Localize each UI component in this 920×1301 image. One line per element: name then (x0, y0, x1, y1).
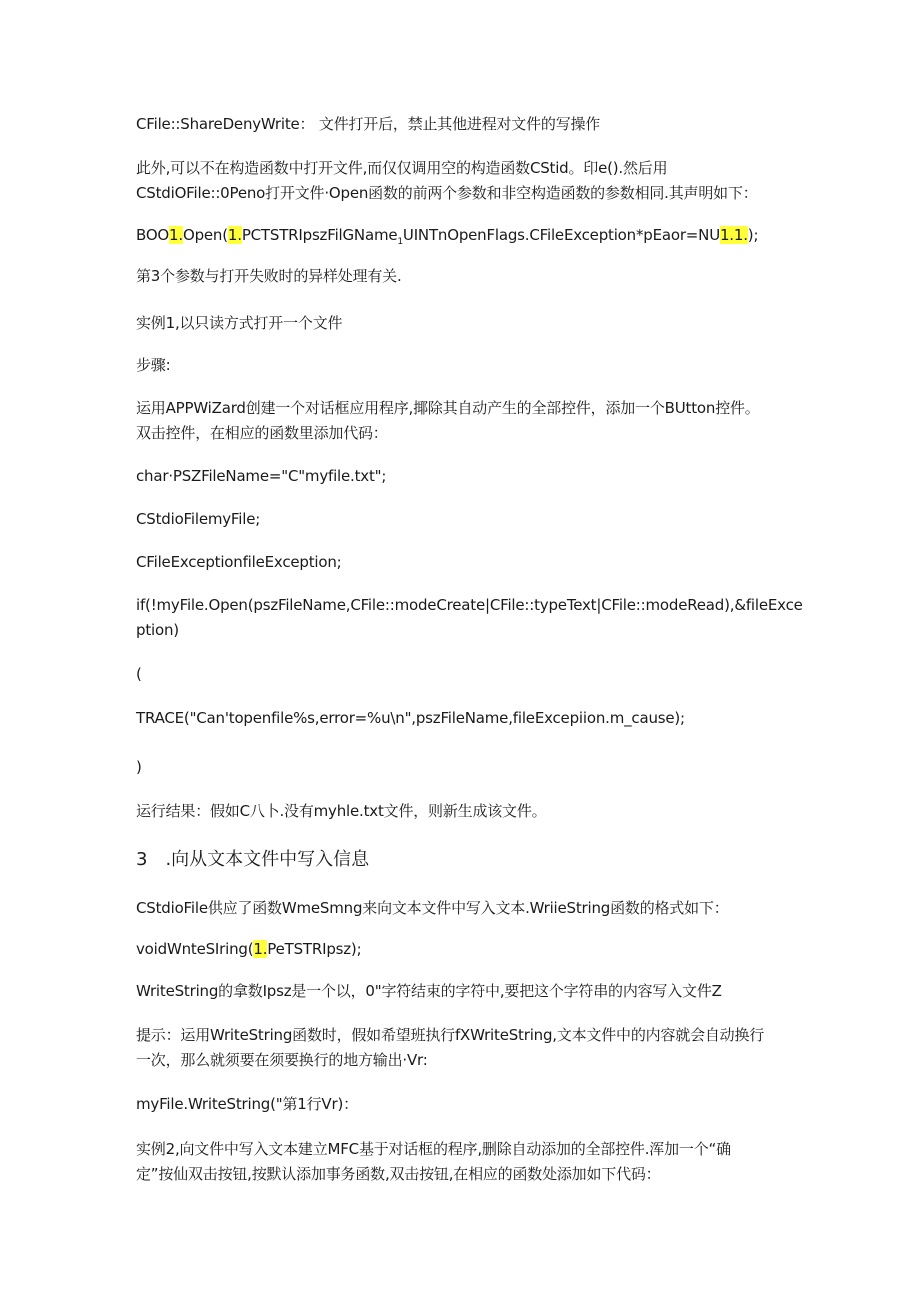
paragraph-example-2-line-2: 定”按仙双击按钮,按默认添加事务函数,双击按钮,在相应的函数处添加如下代码： (136, 1165, 661, 1183)
code-segment: ); (747, 226, 759, 244)
paragraph-appwizard-line-1: 运用APPWiZard创建一个对话框应用程序,揶除其自动产生的全部控件，添加一个BUtton控件。 (136, 399, 760, 417)
code-brace-close: ) (136, 758, 142, 776)
paragraph-result: 运行结果：假如C八卜.没有myhle.txt文件，则新生成该文件。 (136, 802, 547, 820)
paragraph-writestring-intro: CStdioFile供应了函数WmeSmng来向文本文件中写入文本.WriieString函数的格式如下： (136, 899, 729, 917)
highlight-mark: 1. (253, 940, 268, 958)
code-writestring-signature (136, 937, 786, 961)
code-segment: voidWnteSIring( (136, 940, 254, 958)
code-segment: Open( (182, 226, 228, 244)
code-segment: UINTnOpenFlags.CFileException*pEaor=NU (402, 226, 720, 244)
code-segment: PeTSTRIpsz); (267, 940, 362, 958)
highlight-mark: 1.1. (719, 226, 748, 244)
code-file-exception: CFileExceptionfileException; (136, 553, 342, 571)
code-segment: BOO (136, 226, 170, 244)
code-if-open-line-1: if(!myFile.Open(pszFileName,CFile::modeCreate|CFile::typeText|CFile::modeRead),&fileExce (136, 596, 803, 614)
code-writestring-example: myFile.WriteString("第1行Vr)： (136, 1095, 358, 1113)
code-subscript: 1 (397, 237, 403, 247)
code-stdiofile: CStdioFilemyFile; (136, 510, 261, 528)
paragraph-example-2-line-1: 实例2,向文件中写入文本建立MFC基于对话框的程序,删除自动添加的全部控件.浑加一个“确 (136, 1140, 731, 1158)
section-heading: 3 .向从文本文件中写入信息 (136, 849, 370, 870)
paragraph-third-parameter: 第3个参数与打开失败时的异样处理有关. (136, 267, 402, 285)
paragraph-tip-line-1: 提示：运用WriteString函数时，假如希望班执行fXWriteString,文本文件中的内容就会自动换行 (136, 1026, 765, 1044)
paragraph-writestring-param: WriteString的拿数Ipsz是一个以，0"字符结束的字符中,要把这个字符串的内容写入文件Z (136, 982, 722, 1000)
paragraph-tip-line-2: 一次，那么就须要在须要换行的地方输出·Vr: (136, 1051, 428, 1069)
paragraph-steps: 步骤: (136, 356, 171, 374)
highlight-mark: 1. (227, 226, 242, 244)
paragraph-constructor-line-2: CStdiOFile::0Peno打开文件·Open函数的前两个参数和非空构造函数的参数相同.其声明如下： (136, 184, 758, 202)
code-segment: PCTSTRIpszFilGName (241, 226, 398, 244)
code-if-open-line-2: ption) (136, 621, 179, 639)
paragraph-example-1: 实例1,以只读方式打开一个文件 (136, 314, 343, 332)
highlight-mark: 1. (169, 226, 183, 244)
code-filename: char·PSZFileName="C"myfile.txt"; (136, 467, 387, 485)
paragraph-share-deny-write: CFile::ShareDenyWrite： 文件打开后，禁止其他进程对文件的写操作 (136, 115, 601, 133)
code-trace: TRACE("Can'topenfile%s,error=%u\n",pszFileName,fileExcepiion.m_cause); (136, 709, 685, 727)
paragraph-appwizard-line-2: 双击控件，在相应的函数里添加代码： (136, 424, 388, 442)
code-open-declaration (136, 223, 786, 254)
code-brace-open: ( (136, 665, 142, 683)
paragraph-constructor-line-1: 此外,可以不在构造函数中打开文件,而仅仅调用空的构造函数CStid。印e().然后用 (136, 159, 668, 177)
